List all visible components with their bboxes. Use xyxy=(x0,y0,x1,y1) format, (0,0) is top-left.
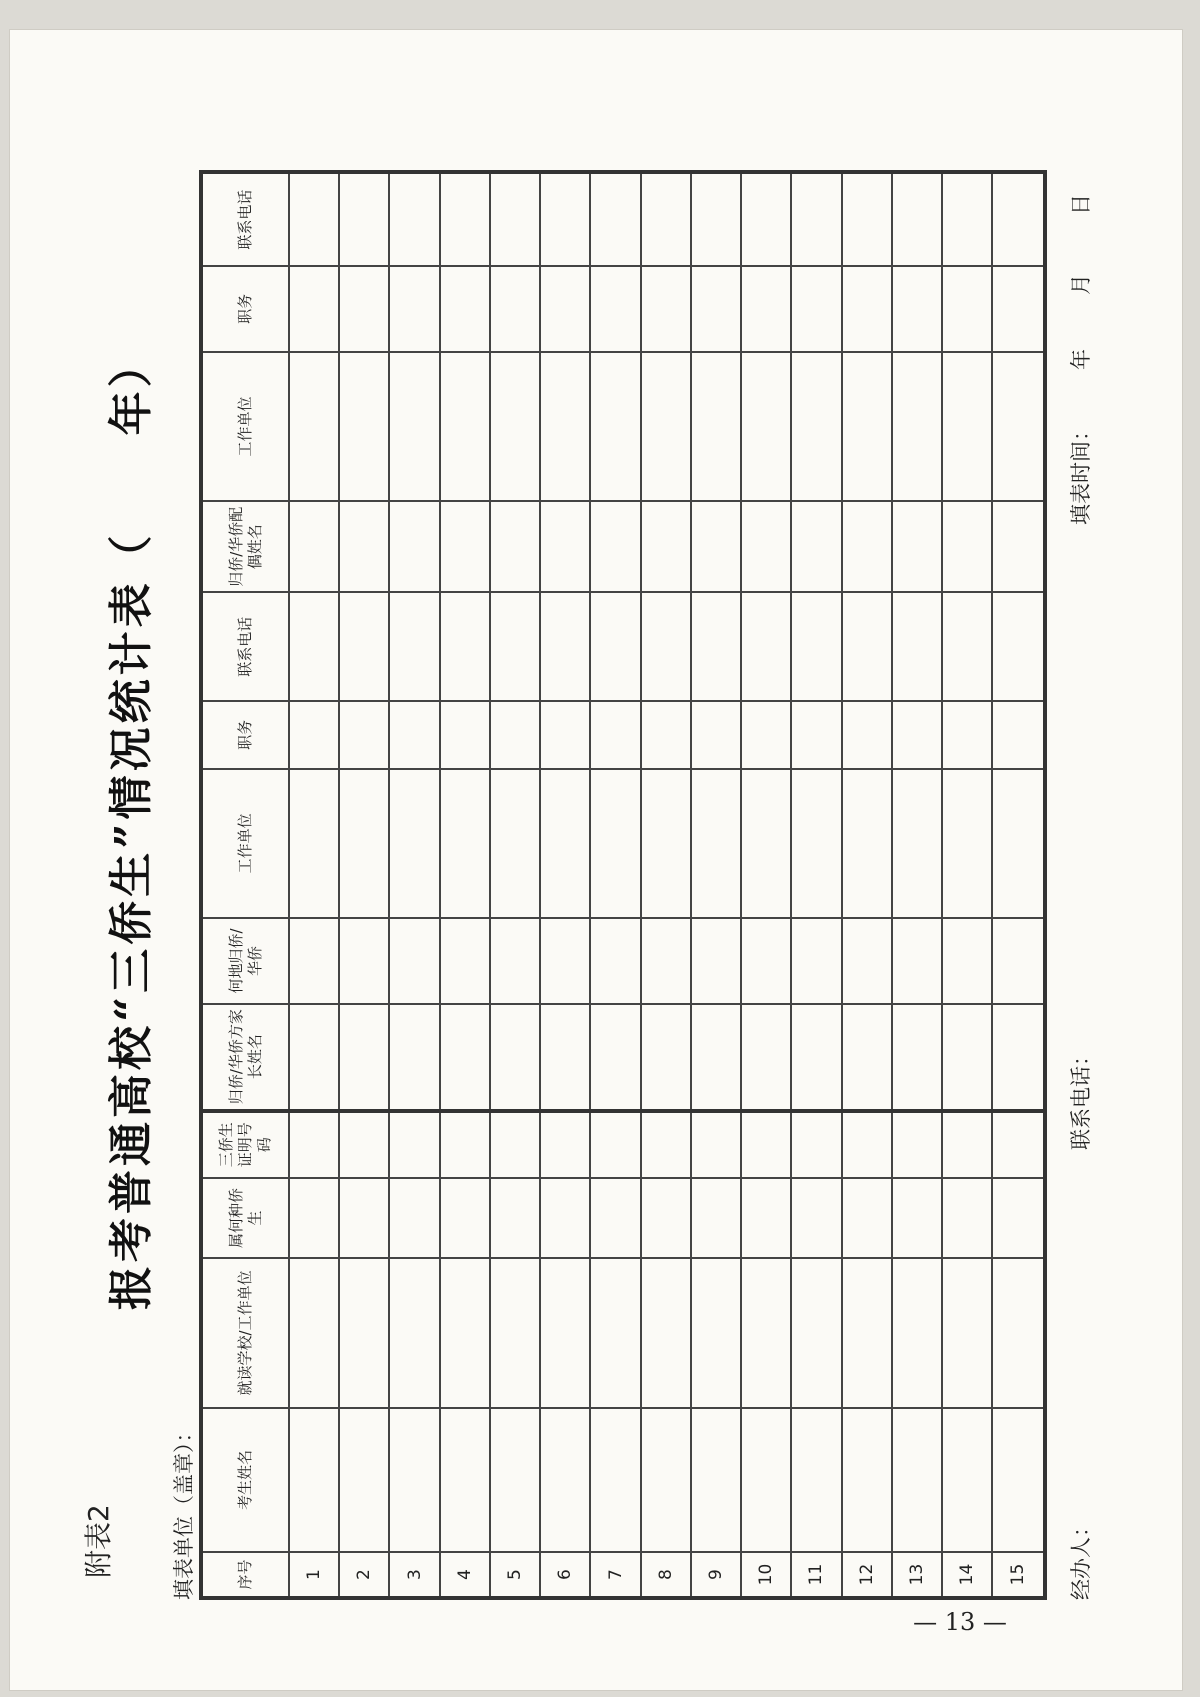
table-cell[interactable] xyxy=(339,172,389,266)
table-cell[interactable] xyxy=(641,1111,691,1178)
filling-unit-label: 填表单位（盖章）： xyxy=(172,1421,196,1600)
table-cell[interactable] xyxy=(791,1258,841,1408)
table-cell[interactable] xyxy=(389,1408,439,1552)
table-cell[interactable] xyxy=(791,266,841,352)
table-cell[interactable] xyxy=(289,918,339,1004)
row-number: 7 xyxy=(590,1552,640,1598)
table-cell[interactable] xyxy=(992,172,1045,266)
table-cell[interactable] xyxy=(289,501,339,592)
table-cell[interactable] xyxy=(289,352,339,502)
table-cell[interactable] xyxy=(741,1408,791,1552)
row-number: 8 xyxy=(641,1552,691,1598)
table-cell[interactable] xyxy=(440,266,490,352)
table-cell[interactable] xyxy=(590,172,640,266)
table-cell[interactable] xyxy=(842,266,892,352)
table-header-row xyxy=(201,172,289,1598)
table-cell[interactable] xyxy=(540,1408,590,1552)
table-cell[interactable] xyxy=(641,918,691,1004)
table-cell[interactable] xyxy=(741,918,791,1004)
table-cell[interactable] xyxy=(892,1004,942,1111)
table-cell[interactable] xyxy=(339,701,389,768)
table-cell[interactable] xyxy=(641,769,691,919)
table-row xyxy=(892,172,942,1598)
table-cell[interactable] xyxy=(590,1408,640,1552)
table-cell[interactable] xyxy=(490,266,540,352)
table-cell[interactable] xyxy=(540,172,590,266)
table-cell[interactable] xyxy=(842,501,892,592)
table-cell[interactable] xyxy=(892,1178,942,1258)
column-header: 工作单位 xyxy=(201,769,289,919)
table-cell[interactable] xyxy=(892,352,942,502)
table-row xyxy=(440,172,490,1598)
table-cell[interactable] xyxy=(741,1178,791,1258)
table-cell[interactable] xyxy=(992,701,1045,768)
table-cell[interactable] xyxy=(339,352,389,502)
table-cell[interactable] xyxy=(339,1178,389,1258)
year-label: 年 xyxy=(1069,349,1093,370)
table-cell[interactable] xyxy=(641,1408,691,1552)
table-row xyxy=(339,172,389,1598)
table-cell[interactable] xyxy=(892,172,942,266)
row-number: 15 xyxy=(992,1552,1045,1598)
table-cell[interactable] xyxy=(842,918,892,1004)
table-cell[interactable] xyxy=(339,1111,389,1178)
column-header: 联系电话 xyxy=(201,172,289,266)
table-cell[interactable] xyxy=(641,352,691,502)
table-cell[interactable] xyxy=(942,1408,992,1552)
table-row xyxy=(691,172,741,1598)
table-cell[interactable] xyxy=(992,352,1045,502)
table-cell[interactable] xyxy=(339,918,389,1004)
table-row xyxy=(490,172,540,1598)
table-cell[interactable] xyxy=(339,501,389,592)
table-cell[interactable] xyxy=(590,1258,640,1408)
table-cell[interactable] xyxy=(791,501,841,592)
table-cell[interactable] xyxy=(590,352,640,502)
table-cell[interactable] xyxy=(339,1004,389,1111)
table-cell[interactable] xyxy=(289,1178,339,1258)
row-number: 10 xyxy=(741,1552,791,1598)
table-cell[interactable] xyxy=(289,1111,339,1178)
table-cell[interactable] xyxy=(892,1408,942,1552)
table-cell[interactable] xyxy=(590,266,640,352)
table-cell[interactable] xyxy=(992,1178,1045,1258)
table-row xyxy=(540,172,590,1598)
table-cell[interactable] xyxy=(490,701,540,768)
table-cell[interactable] xyxy=(942,266,992,352)
table-cell[interactable] xyxy=(389,1004,439,1111)
table-row xyxy=(389,172,439,1598)
table-cell[interactable] xyxy=(741,1111,791,1178)
table-cell[interactable] xyxy=(490,501,540,592)
table-cell[interactable] xyxy=(490,592,540,701)
table-cell[interactable] xyxy=(590,501,640,592)
table-cell[interactable] xyxy=(992,918,1045,1004)
table-cell[interactable] xyxy=(590,1004,640,1111)
table-cell[interactable] xyxy=(389,1111,439,1178)
table-cell[interactable] xyxy=(942,918,992,1004)
table-cell[interactable] xyxy=(992,501,1045,592)
table-cell[interactable] xyxy=(641,592,691,701)
table-cell[interactable] xyxy=(490,172,540,266)
table-row xyxy=(842,172,892,1598)
table-cell[interactable] xyxy=(389,352,439,502)
table-cell[interactable] xyxy=(641,266,691,352)
handler-label: 经办人： xyxy=(1069,1516,1093,1600)
table-cell[interactable] xyxy=(289,266,339,352)
table-cell[interactable] xyxy=(339,769,389,919)
table-cell[interactable] xyxy=(691,1004,741,1111)
row-number: 5 xyxy=(490,1552,540,1598)
table-cell[interactable] xyxy=(892,501,942,592)
table-cell[interactable] xyxy=(490,352,540,502)
column-header: 属何种侨生 xyxy=(201,1178,289,1258)
table-cell[interactable] xyxy=(741,501,791,592)
table-cell[interactable] xyxy=(339,592,389,701)
table-cell[interactable] xyxy=(842,1178,892,1258)
table-cell[interactable] xyxy=(741,172,791,266)
row-number: 2 xyxy=(339,1552,389,1598)
table-cell[interactable] xyxy=(389,172,439,266)
table-cell[interactable] xyxy=(440,1004,490,1111)
table-cell[interactable] xyxy=(942,172,992,266)
table-cell[interactable] xyxy=(641,172,691,266)
table-cell[interactable] xyxy=(791,1004,841,1111)
table-cell[interactable] xyxy=(440,1408,490,1552)
table-cell[interactable] xyxy=(440,918,490,1004)
table-cell[interactable] xyxy=(540,1004,590,1111)
table-cell[interactable] xyxy=(892,592,942,701)
table-cell[interactable] xyxy=(842,1004,892,1111)
table-cell[interactable] xyxy=(440,1258,490,1408)
table-cell[interactable] xyxy=(741,769,791,919)
table-cell[interactable] xyxy=(590,701,640,768)
table-cell[interactable] xyxy=(892,769,942,919)
column-header: 归侨/华侨配偶姓名 xyxy=(201,501,289,592)
column-header: 三侨生证明号码 xyxy=(201,1111,289,1178)
table-cell[interactable] xyxy=(440,592,490,701)
table-row xyxy=(590,172,640,1598)
table-cell[interactable] xyxy=(590,769,640,919)
table-cell[interactable] xyxy=(490,1258,540,1408)
table-cell[interactable] xyxy=(741,352,791,502)
row-number: 3 xyxy=(389,1552,439,1598)
table-cell[interactable] xyxy=(942,1178,992,1258)
table-row xyxy=(741,172,791,1598)
page-number: — 13 — xyxy=(913,1608,1007,1636)
table-cell[interactable] xyxy=(389,266,439,352)
table-cell[interactable] xyxy=(490,1111,540,1178)
table-cell[interactable] xyxy=(892,1111,942,1178)
column-header: 职务 xyxy=(201,266,289,352)
attachment-label: 附表2 xyxy=(82,1504,115,1578)
column-header: 职务 xyxy=(201,701,289,768)
table-cell[interactable] xyxy=(289,592,339,701)
fill-time-label: 填表时间： xyxy=(1069,420,1093,525)
table-cell[interactable] xyxy=(590,592,640,701)
table-cell[interactable] xyxy=(490,1178,540,1258)
table-cell[interactable] xyxy=(440,1111,490,1178)
table-cell[interactable] xyxy=(691,1408,741,1552)
table-cell[interactable] xyxy=(540,352,590,502)
table-cell[interactable] xyxy=(540,1111,590,1178)
table-cell[interactable] xyxy=(691,352,741,502)
table-cell[interactable] xyxy=(791,769,841,919)
table-cell[interactable] xyxy=(691,592,741,701)
table-cell[interactable] xyxy=(389,918,439,1004)
table-cell[interactable] xyxy=(389,1258,439,1408)
table-cell[interactable] xyxy=(440,769,490,919)
table-cell[interactable] xyxy=(490,1004,540,1111)
column-header: 何地归侨/华侨 xyxy=(201,918,289,1004)
table-cell[interactable] xyxy=(540,592,590,701)
table-cell[interactable] xyxy=(942,701,992,768)
table-cell[interactable] xyxy=(691,769,741,919)
table-cell[interactable] xyxy=(389,501,439,592)
table-cell[interactable] xyxy=(842,352,892,502)
contact-phone-label: 联系电话： xyxy=(1069,1045,1093,1150)
table-cell[interactable] xyxy=(791,918,841,1004)
table-cell[interactable] xyxy=(339,1408,389,1552)
statistics-table xyxy=(199,170,1047,1600)
table-cell[interactable] xyxy=(992,1111,1045,1178)
rotated-form xyxy=(55,170,1120,1600)
table-cell[interactable] xyxy=(691,918,741,1004)
table-row xyxy=(641,172,691,1598)
row-number: 4 xyxy=(440,1552,490,1598)
table-cell[interactable] xyxy=(791,1178,841,1258)
table-cell[interactable] xyxy=(791,352,841,502)
table-cell[interactable] xyxy=(942,501,992,592)
table-cell[interactable] xyxy=(942,769,992,919)
table-cell[interactable] xyxy=(741,701,791,768)
table-row xyxy=(791,172,841,1598)
table-cell[interactable] xyxy=(440,701,490,768)
table-cell[interactable] xyxy=(641,1004,691,1111)
table-cell[interactable] xyxy=(691,701,741,768)
table-row xyxy=(289,172,339,1598)
table-cell[interactable] xyxy=(691,1178,741,1258)
table-cell[interactable] xyxy=(590,1178,640,1258)
table-row xyxy=(992,172,1045,1598)
table-cell[interactable] xyxy=(942,1111,992,1178)
table-cell[interactable] xyxy=(691,1258,741,1408)
table-cell[interactable] xyxy=(791,1408,841,1552)
table-cell[interactable] xyxy=(641,1258,691,1408)
table-cell[interactable] xyxy=(791,1111,841,1178)
table-cell[interactable] xyxy=(741,266,791,352)
table-cell[interactable] xyxy=(590,1111,640,1178)
table-cell[interactable] xyxy=(842,1258,892,1408)
table-cell[interactable] xyxy=(691,266,741,352)
table-cell[interactable] xyxy=(791,701,841,768)
table-cell[interactable] xyxy=(540,1258,590,1408)
table-cell[interactable] xyxy=(289,701,339,768)
table-cell[interactable] xyxy=(942,1004,992,1111)
table-cell[interactable] xyxy=(389,1178,439,1258)
table-cell[interactable] xyxy=(892,266,942,352)
table-cell[interactable] xyxy=(389,769,439,919)
table-cell[interactable] xyxy=(942,1258,992,1408)
table-cell[interactable] xyxy=(892,918,942,1004)
table-cell[interactable] xyxy=(440,1178,490,1258)
table-cell[interactable] xyxy=(992,1258,1045,1408)
row-number: 11 xyxy=(791,1552,841,1598)
table-cell[interactable] xyxy=(942,592,992,701)
table-cell[interactable] xyxy=(892,701,942,768)
form-title: 报考普通高校“三侨生”情况统计表（ 年） xyxy=(106,339,157,1310)
column-header: 序号 xyxy=(201,1552,289,1598)
row-number: 14 xyxy=(942,1552,992,1598)
table-cell[interactable] xyxy=(540,266,590,352)
table-cell[interactable] xyxy=(490,769,540,919)
row-number: 9 xyxy=(691,1552,741,1598)
table-cell[interactable] xyxy=(289,172,339,266)
table-cell[interactable] xyxy=(540,1178,590,1258)
table-cell[interactable] xyxy=(440,501,490,592)
table-cell[interactable] xyxy=(791,172,841,266)
table-cell[interactable] xyxy=(992,1004,1045,1111)
table-cell[interactable] xyxy=(942,352,992,502)
table-cell[interactable] xyxy=(842,592,892,701)
table-cell[interactable] xyxy=(691,1111,741,1178)
table-cell[interactable] xyxy=(540,769,590,919)
column-header: 考生姓名 xyxy=(201,1408,289,1552)
column-header: 就读学校/工作单位 xyxy=(201,1258,289,1408)
day-label: 日 xyxy=(1069,194,1093,215)
table-row xyxy=(942,172,992,1598)
table-cell[interactable] xyxy=(691,172,741,266)
table-cell[interactable] xyxy=(389,592,439,701)
table-cell[interactable] xyxy=(842,769,892,919)
table-cell[interactable] xyxy=(641,1178,691,1258)
table-cell[interactable] xyxy=(641,501,691,592)
row-number: 6 xyxy=(540,1552,590,1598)
table-cell[interactable] xyxy=(842,172,892,266)
table-cell[interactable] xyxy=(741,592,791,701)
table-cell[interactable] xyxy=(842,1111,892,1178)
table-cell[interactable] xyxy=(892,1258,942,1408)
row-number: 12 xyxy=(842,1552,892,1598)
month-label: 月 xyxy=(1069,274,1093,295)
table-cell[interactable] xyxy=(741,1004,791,1111)
column-header: 联系电话 xyxy=(201,592,289,701)
table-cell[interactable] xyxy=(490,1408,540,1552)
table-cell[interactable] xyxy=(842,1408,892,1552)
table-cell[interactable] xyxy=(440,352,490,502)
table-cell[interactable] xyxy=(992,769,1045,919)
table-cell[interactable] xyxy=(741,1258,791,1408)
table-cell[interactable] xyxy=(289,769,339,919)
table-cell[interactable] xyxy=(389,701,439,768)
table-cell[interactable] xyxy=(992,1408,1045,1552)
column-header: 工作单位 xyxy=(201,352,289,502)
table-cell[interactable] xyxy=(540,701,590,768)
table-cell[interactable] xyxy=(339,1258,389,1408)
table-cell[interactable] xyxy=(490,918,540,1004)
row-number: 1 xyxy=(289,1552,339,1598)
table-cell[interactable] xyxy=(590,918,640,1004)
column-header: 归侨/华侨方家长姓名 xyxy=(201,1004,289,1111)
table-cell[interactable] xyxy=(992,266,1045,352)
table-cell[interactable] xyxy=(289,1258,339,1408)
table-cell[interactable] xyxy=(691,501,741,592)
table-cell[interactable] xyxy=(540,501,590,592)
table-cell[interactable] xyxy=(289,1004,339,1111)
table-cell[interactable] xyxy=(992,592,1045,701)
table-cell[interactable] xyxy=(540,918,590,1004)
table-cell[interactable] xyxy=(641,701,691,768)
table-cell[interactable] xyxy=(842,701,892,768)
table-cell[interactable] xyxy=(289,1408,339,1552)
row-number: 13 xyxy=(892,1552,942,1598)
table-cell[interactable] xyxy=(791,592,841,701)
table-cell[interactable] xyxy=(339,266,389,352)
table-cell[interactable] xyxy=(440,172,490,266)
